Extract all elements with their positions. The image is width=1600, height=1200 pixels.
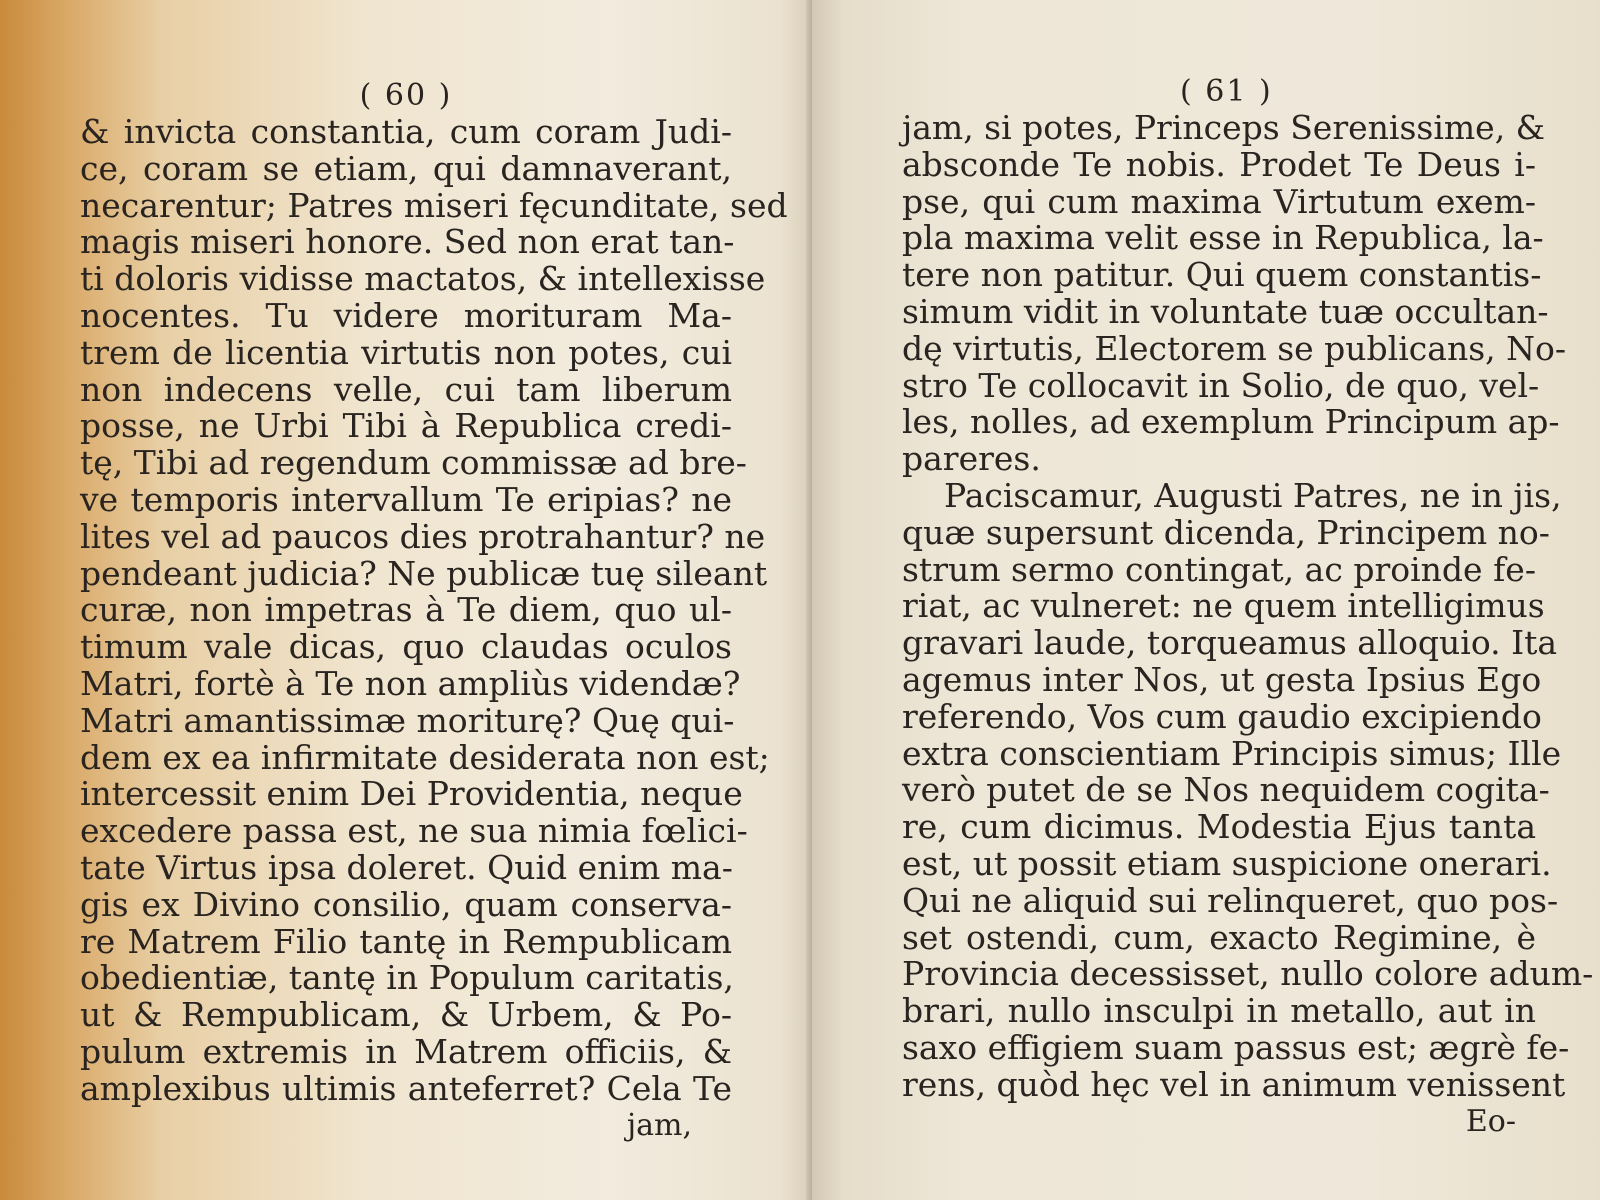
text-line: & invicta constantia, cum coram Judi-: [80, 112, 732, 151]
text-line: re, cum dicimus. Modestia Ejus tanta: [902, 807, 1536, 847]
text-line: dę virtutis, Electorem se publicans, No-: [902, 328, 1567, 368]
text-line: referendo, Vos cum gaudio excipiendo: [902, 696, 1542, 736]
text-line: gis ex Divino consilio, quam conserva-: [80, 884, 732, 924]
page-number: ( 60 ): [359, 78, 453, 113]
text-line: ut & Rempublicam, & Urbem, & Po-: [80, 995, 732, 1035]
text-line: pendeant judicia? Ne publicæ tuę sileant: [80, 553, 768, 593]
text-line: simum vidit in voluntate tuæ occultan-: [902, 291, 1549, 331]
text-line: pse, qui cum maxima Virtutum exem-: [902, 181, 1536, 221]
text-line: lites vel ad paucos dies protrahantur? ne: [80, 516, 766, 556]
text-line: nocentes. Tu videre morituram Ma-: [80, 295, 732, 335]
text-line: magis miseri honore. Sed non erat tan-: [80, 222, 735, 262]
text-line: Matri amantissimæ moriturę? Quę qui-: [80, 700, 735, 740]
text-line: ti doloris vidisse mactatos, & intellexisse: [80, 259, 766, 299]
text-line: curæ, non impetras à Te diem, quo ul-: [80, 590, 732, 630]
text-line: agemus inter Nos, ut gesta Ipsius Ego: [902, 659, 1542, 699]
text-line: necarentur; Patres miseri fęcunditate, sed: [80, 185, 788, 225]
left-page-text: [80, 112, 788, 1108]
catchword: Eo-: [1465, 1103, 1516, 1139]
text-line: posse, ne Urbi Tibi à Republica credi-: [80, 406, 732, 446]
text-line: les, nolles, ad exemplum Principum ap-: [902, 402, 1560, 442]
text-line: quæ supersunt dicenda, Principem no-: [902, 512, 1550, 552]
text-line: stro Te collocavit in Solio, de quo, vel-: [902, 365, 1540, 405]
text-line: dem ex ea infirmitate desiderata non est;: [80, 737, 770, 777]
text-line: verò putet de se Nos nequidem cogita-: [902, 770, 1550, 810]
text-line: obedientiæ, tantę in Populum caritatis,: [80, 958, 734, 998]
text-line: intercessit enim Dei Providentia, neque: [80, 774, 743, 814]
right-page-text: [902, 108, 1594, 1104]
text-line: non indecens velle, cui tam liberum: [80, 369, 732, 409]
text-line: Provincia decessisset, nullo colore adum-: [902, 954, 1594, 994]
catchword: jam,: [626, 1107, 692, 1143]
text-line: pla maxima velit esse in Republica, la-: [902, 218, 1544, 258]
text-line: est, ut possit etiam suspicione onerari.: [902, 843, 1552, 883]
text-line: Matri, fortè à Te non ampliùs videndæ?: [80, 663, 741, 703]
text-line: absconde Te nobis. Prodet Te Deus i-: [902, 144, 1536, 184]
text-line: trem de licentia virtutis non potes, cui: [80, 332, 732, 372]
text-line: re Matrem Filio tantę in Rempublicam: [80, 921, 732, 961]
text-line: amplexibus ultimis anteferret? Cela Te: [80, 1068, 732, 1108]
text-line: saxo effigiem suam passus est; ægrè fe-: [902, 1027, 1570, 1067]
page-number: ( 61 ): [1180, 74, 1273, 109]
text-line: excedere passa est, ne sua nimia fœlici-: [80, 811, 748, 851]
text-line: gravari laude, torqueamus alloquio. Ita: [902, 623, 1558, 663]
text-line: brari, nullo insculpi in metallo, aut in: [902, 991, 1536, 1031]
text-line: pulum extremis in Matrem officiis, &: [80, 1031, 732, 1071]
text-line: Qui ne aliquid sui relinqueret, quo pos-: [902, 880, 1559, 920]
text-line: tę, Tibi ad regendum commissæ ad bre-: [80, 443, 747, 483]
text-line: tere non patitur. Qui quem constantis-: [902, 255, 1542, 295]
text-line: ce, coram se etiam, qui damnaverant,: [80, 148, 732, 188]
text-line: timum vale dicas, quo claudas oculos: [80, 627, 732, 667]
text-line: Paciscamur, Augusti Patres, ne in jis,: [944, 475, 1562, 515]
text-line: rens, quòd hęc vel in animum venissent: [902, 1064, 1566, 1104]
text-line: extra conscientiam Principis simus; Ille: [902, 733, 1562, 773]
text-line: tate Virtus ipsa doleret. Quid enim ma-: [80, 847, 733, 887]
text-line: set ostendi, cum, exacto Regimine, è: [902, 917, 1536, 957]
text-line: jam, si potes, Princeps Serenissime, &: [902, 108, 1546, 147]
text-line: ve temporis intervallum Te eripias? ne: [80, 479, 732, 519]
text-line: pareres.: [902, 439, 1041, 479]
text-line: riat, ac vulneret: ne quem intelligimus: [902, 586, 1545, 626]
text-line: strum sermo contingat, ac proinde fe-: [902, 549, 1536, 589]
right-page: [812, 0, 1600, 1200]
